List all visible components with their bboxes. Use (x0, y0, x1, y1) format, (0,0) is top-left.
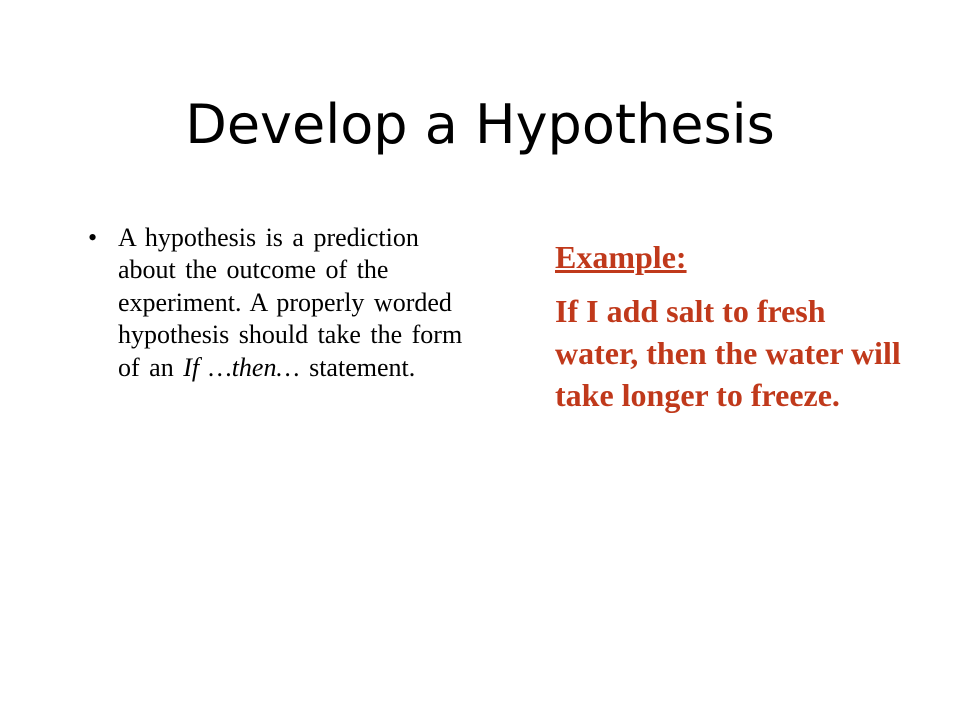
bullet-text (118, 222, 478, 384)
bullet-list (88, 222, 478, 384)
example-block (555, 236, 915, 416)
bullet-text-part1: A hypothesis is a prediction about the outcome of the experiment. A properly worded hypothesis should take the form of an (118, 223, 463, 382)
example-text: If I add salt to fresh water, then the water will take longer to freeze. (555, 293, 901, 413)
example-label: Example: (555, 239, 687, 275)
bullet-dot-icon: • (88, 223, 98, 252)
bullet-text-part2: statement. (299, 352, 416, 382)
bullet-item (88, 222, 478, 384)
bullet-text-italic: If …then… (183, 352, 300, 382)
slide-title: Develop a Hypothesis (185, 93, 775, 156)
